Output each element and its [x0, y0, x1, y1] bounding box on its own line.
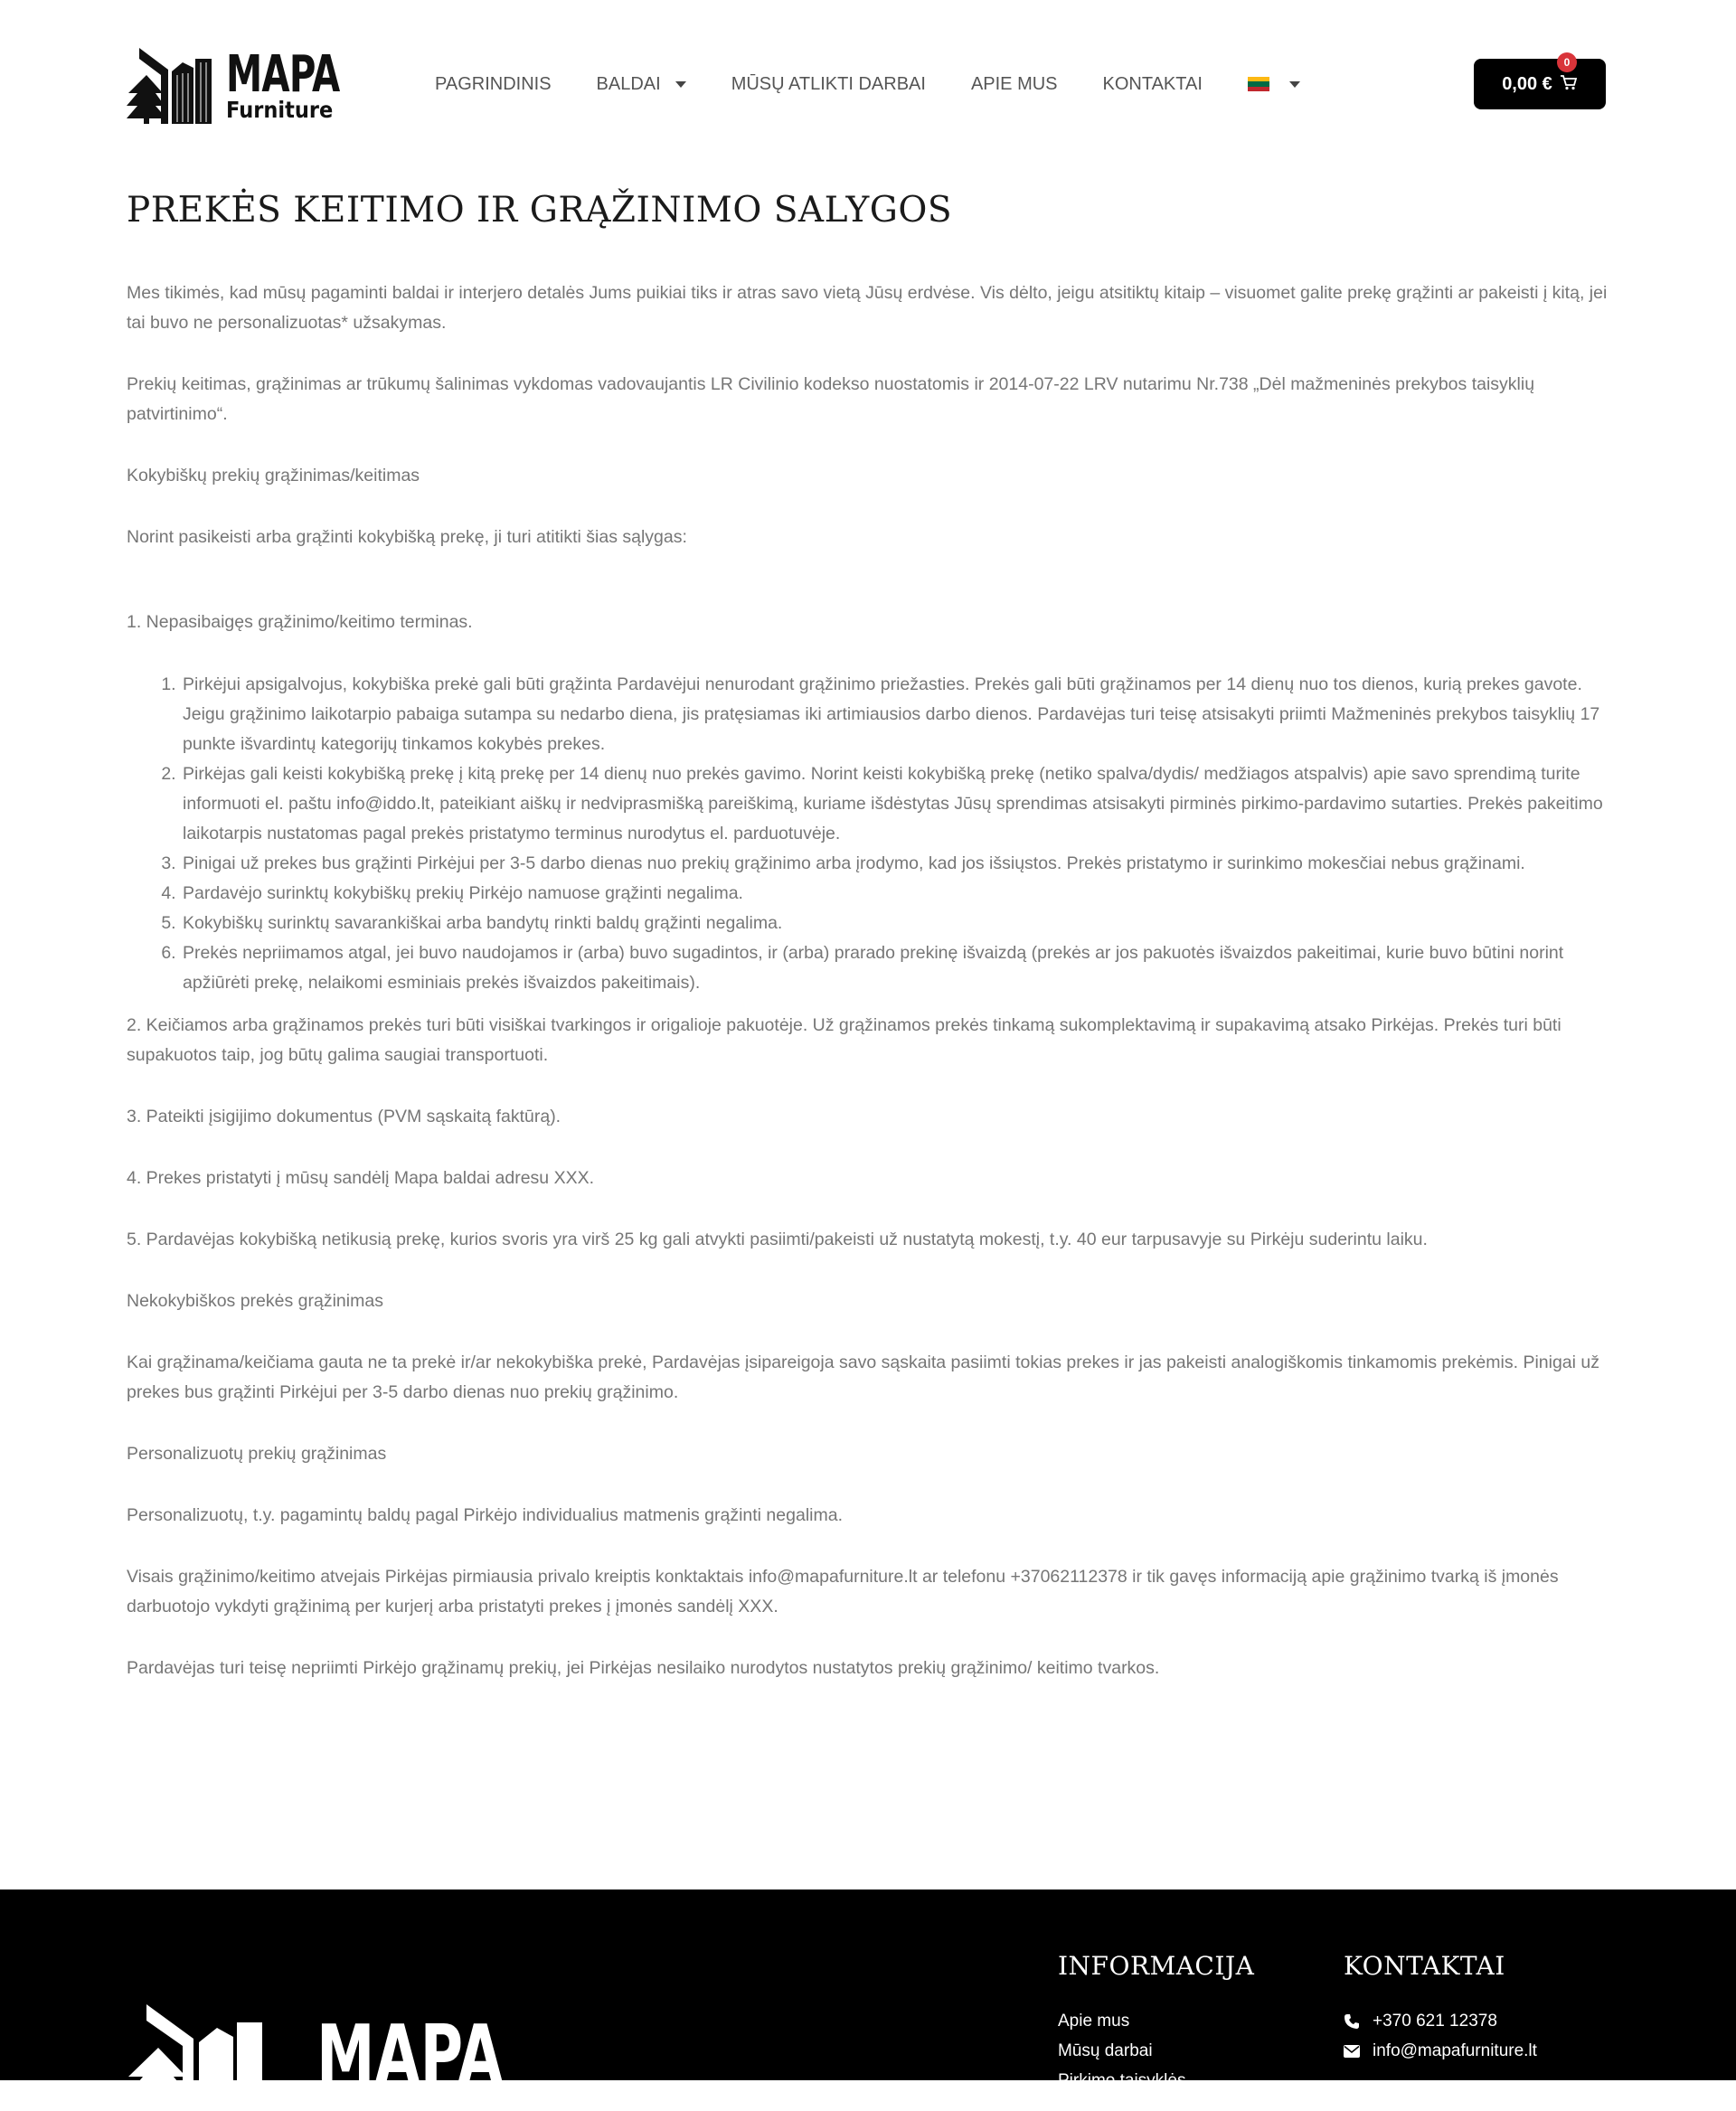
chevron-down-icon — [1289, 81, 1300, 88]
footer-email-link[interactable] — [1344, 2036, 1537, 2066]
nav-label: BALDAI — [596, 73, 661, 94]
main-nav — [435, 71, 1345, 98]
nav-label: MŪSŲ ATLIKTI DARBAI — [731, 73, 926, 94]
phone-icon — [1344, 2013, 1360, 2030]
cart-total: 0,00 € — [1502, 73, 1552, 94]
nav-item-kontaktai[interactable] — [1103, 74, 1203, 95]
logo-subtitle: Furniture — [226, 96, 334, 123]
site-logo[interactable] — [127, 45, 339, 125]
list-item: 3. Pinigai už prekes bus grąžinti Pirkėjui per 3-5 darbo dienas nuo prekių grąžinimo arba įrodymo, kad jos išsiųstos. Prekės pristatymo ir surinkimo mokesčiai nebus grąžinami. — [181, 849, 1609, 879]
footer-contacts-column — [1344, 1951, 1537, 2066]
contact-procedure-text: Visais grąžinimo/keitimo atvejais Pirkėjas pirmiausia privalo kreiptis konktaktais info@mapafurniture.lt ar telefonu +37062112378 ir tik gavęs informaciją apie grąžinimo tvarką iš įmonės darbuotojo vykdyti grąžinimą per kurjerį arba pristatyti prekes į įmonės sandėlį XXX. — [127, 1567, 1559, 1616]
list-item: 1. Pirkėjui apsigalvojus, kokybiška prekė gali būti grąžinta Pardavėjui nenurodant grąžinimo priežasties. Prekės gali būti grąžinamos per 14 dienų nuo tos dienos, kurią prekes gavote. Jeigu grąžinimo laikotarpio pabaiga sutampa su nedarbo diena, jis pratęsiamas iki artimiausios darbo dienos. Pardavėjas turi teisę atsisakyti priimti Mažmeninės prekybos taisyklių 17 punkte išvardintų kategorijų tinkamos kokybės prekes. — [181, 670, 1609, 759]
condition-1: 1. Nepasibaigęs grąžinimo/keitimo terminas. — [127, 612, 473, 632]
defective-returns-text: Kai grąžinama/keičiama gauta ne ta prekė ir/ar nekokybiška prekė, Pardavėjas įsipareigoja savo sąskaita pasiimti tokias prekes ir jas pakeisti analogiškomis tinkamomis prekėmis. Pinigai už prekes bus grąžinti Pirkėjui per 3-5 darbo dienas nuo prekių grąžinimo. — [127, 1352, 1599, 1402]
nav-item-apie-mus[interactable] — [971, 74, 1058, 95]
cart-count-badge: 0 — [1557, 52, 1577, 72]
flag-stripe-red — [1248, 87, 1269, 91]
site-header — [0, 0, 1736, 167]
personalized-returns-heading: Personalizuotų prekių grąžinimas — [127, 1444, 387, 1464]
footer-phone-link[interactable] — [1344, 2006, 1537, 2036]
lithuania-flag-icon — [1248, 77, 1269, 91]
list-item: 6. Prekės nepriimamos atgal, jei buvo naudojamos ir (arba) buvo sugadintos, ir (arba) prarado prekinę išvaizdą (prekės ar jos pakuotės išvaizdos pakeitimai, kurie buvo būtini norint apžiūrėti prekę, nelaikomi esminiais prekės išvaizdos pakeitimais). — [181, 938, 1609, 998]
logo-mark-icon — [127, 2003, 262, 2111]
condition-4: 4. Prekes pristatyti į mūsų sandėlį Mapa baldai adresu XXX. — [127, 1168, 595, 1188]
logo-mark-icon — [127, 46, 212, 124]
page-content — [127, 190, 1609, 1683]
condition-1-list — [127, 670, 1609, 998]
footer-phone: +370 621 12378 — [1373, 2012, 1497, 2031]
footer-info-column — [1058, 1951, 1254, 2096]
condition-5: 5. Pardavėjas kokybišką netikusią prekę, kurios svoris yra virš 25 kg gali atvykti pasiimti/pakeisti už nustatytą mokestį, t.y. 40 eur tarpusavyje su Pirkėju suderintu laiku. — [127, 1230, 1428, 1249]
page-title: PREKĖS KEITIMO IR GRĄŽINIMO SALYGOS — [127, 190, 953, 231]
language-switcher[interactable] — [1248, 77, 1300, 91]
conditions-intro: Norint pasikeisti arba grąžinti kokybišką prekę, ji turi atitikti šias sąlygas: — [127, 527, 687, 547]
legal-basis-paragraph: Prekių keitimas, grąžinimas ar trūkumų šalinimas vykdomas vadovaujantis LR Civilinio kodekso nuostatomis ir 2014-07-22 LRV nutarimu Nr.738 „Dėl mažmeninės prekybos taisyklių patvirtinimo“. — [127, 374, 1535, 424]
defective-returns-heading: Nekokybiškos prekės grąžinimas — [127, 1291, 383, 1311]
footer-link-pirkimo-taisykles[interactable]: Pirkimo taisyklės — [1058, 2071, 1186, 2090]
footer-info-heading: INFORMACIJA — [1058, 1951, 1255, 1981]
envelope-icon — [1344, 2045, 1360, 2058]
nav-item-musu-darbai[interactable] — [731, 74, 926, 95]
nav-item-baldai[interactable] — [597, 74, 686, 95]
nav-label: PAGRINDINIS — [435, 73, 552, 94]
personalized-returns-text: Personalizuotų, t.y. pagamintų baldų pagal Pirkėjo individualius matmenis grąžinti negalima. — [127, 1505, 843, 1525]
nav-label: KONTAKTAI — [1102, 73, 1203, 94]
list-item: 5. Kokybiškų surinktų savarankiškai arba bandytų rinkti baldų grąžinti negalima. — [181, 909, 1609, 938]
condition-3: 3. Pateikti įsigijimo dokumentus (PVM sąskaitą faktūrą). — [127, 1107, 561, 1126]
cart-icon — [1560, 74, 1578, 95]
intro-paragraph: Mes tikimės, kad mūsų pagaminti baldai ir interjero detalės Jums puikiai tiks ir atras savo vietą Jūsų erdvėse. Vis dėlto, jeigu atsitiktų kitaip – visuomet galite prekę grąžinti ar pakeisti į kitą, jei tai buvo ne personalizuotas* užsakymas. — [127, 283, 1608, 333]
condition-2: 2. Keičiamos arba grąžinamos prekės turi būti visiškai tvarkingos ir origalioje pakuotėje. Už grąžinamos prekės tinkamą sukomplektavimą ir supakavimą atsako Pirkėjas. Prekės turi būti supakuotos taip, jog būtų galima saugiai transportuoti. — [127, 1015, 1561, 1065]
footer-link-apie-mus[interactable]: Apie mus — [1058, 2012, 1130, 2031]
list-item: 4. Pardavėjo surinktų kokybiškų prekių Pirkėjo namuose grąžinti negalima. — [181, 879, 1609, 909]
footer-email: info@mapafurniture.lt — [1373, 2041, 1537, 2060]
footer-logo[interactable] — [127, 2003, 576, 2111]
nav-label: APIE MUS — [970, 73, 1058, 94]
logo-text — [226, 44, 383, 123]
logo-title: MAPA — [226, 44, 340, 104]
quality-returns-heading: Kokybiškų prekių grąžinimas/keitimas — [127, 466, 420, 485]
nav-item-pagrindinis[interactable] — [435, 74, 552, 95]
final-note: Pardavėjas turi teisę nepriimti Pirkėjo grąžinamų prekių, jei Pirkėjas nesilaiko nurodytos nustatytos prekių grąžinimo/ keitimo tvarkos. — [127, 1658, 1160, 1678]
footer-link-musu-darbai[interactable]: Mūsų darbai — [1058, 2041, 1153, 2060]
footer-logo-title: MAPA — [316, 2008, 504, 2103]
chevron-down-icon — [675, 81, 686, 88]
list-item: 2. Pirkėjas gali keisti kokybišką prekę į kitą prekę per 14 dienų nuo prekės gavimo. Norint keisti kokybišką prekę (netiko spalva/dydis/ medžiagos atspalvis) apie savo sprendimą turite informuoti el. paštu info@iddo.lt, pateikiant aiškų ir nedviprasmišką pareiškimą, kuriame išdėstytas Jūsų sprendimas atsisakyti pirminės pirkimo-pardavimo sutarties. Prekės pakeitimo laikotarpis nustatomas pagal prekės pristatymo terminus nurodytus el. parduotuvėje. — [181, 759, 1609, 849]
footer-contacts-heading: KONTAKTAI — [1344, 1951, 1505, 1981]
site-footer — [0, 1890, 1736, 2103]
cart-button[interactable] — [1474, 56, 1606, 109]
